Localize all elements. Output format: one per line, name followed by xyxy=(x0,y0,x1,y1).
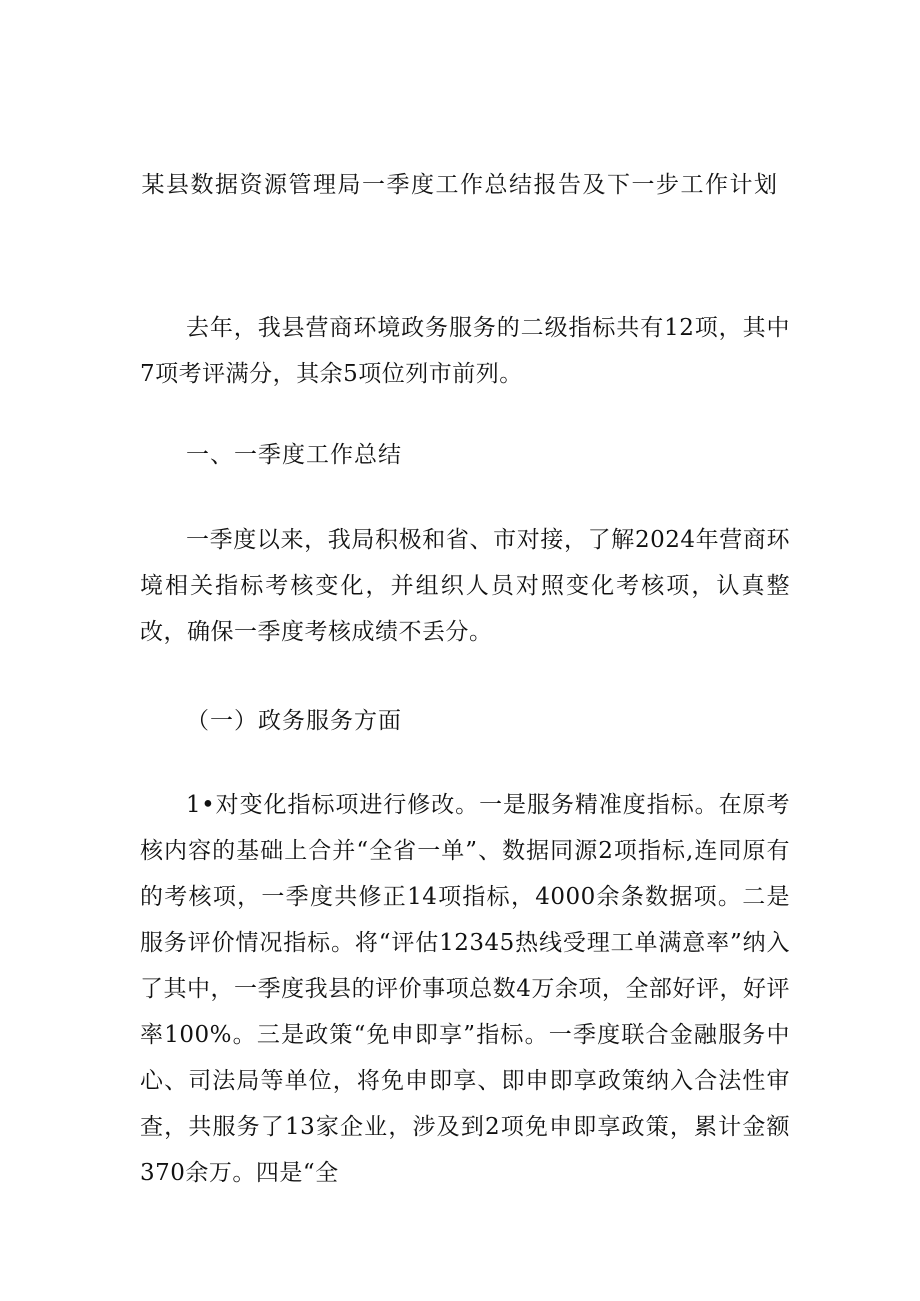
document-title: 某县数据资源管理局一季度工作总结报告及下一步工作计划 xyxy=(141,172,779,198)
intro-paragraph: 去年，我县营商环境政务服务的二级指标共有12项，其中7项考评满分，其余5项位列市前列。 xyxy=(140,315,790,387)
subsection-paragraph-government-services: 1•对变化指标项进行修改。一是服务精准度指标。在原考核内容的基础上合并“全省一单”、数据同源2项指标,连同原有的考核项，一季度共修正14项指标，4000余条数据项。二是服务评价情况指标。将“评估12345热线受理工单满意率”纳入了其中，一季度我县的评价事项总数4万余项，全部好评，好评率100%。三是政策“免申即享”指标。一季度联合金融服务中心、司法局等单位，将免申即享、即申即享政策纳入合法性审查，共服务了13家企业，涉及到2项免申即享政策，累计金额370余万。四是“全 xyxy=(140,792,790,1186)
section-paragraph-summary: 一季度以来，我局积极和省、市对接，了解2024年营商环境相关指标考核变化，并组织人员对照变化考核项，认真整改，确保一季度考核成绩不丢分。 xyxy=(140,527,790,645)
subsection-heading-government-services: （一）政务服务方面 xyxy=(186,708,402,734)
section-heading-summary: 一、一季度工作总结 xyxy=(186,442,402,468)
